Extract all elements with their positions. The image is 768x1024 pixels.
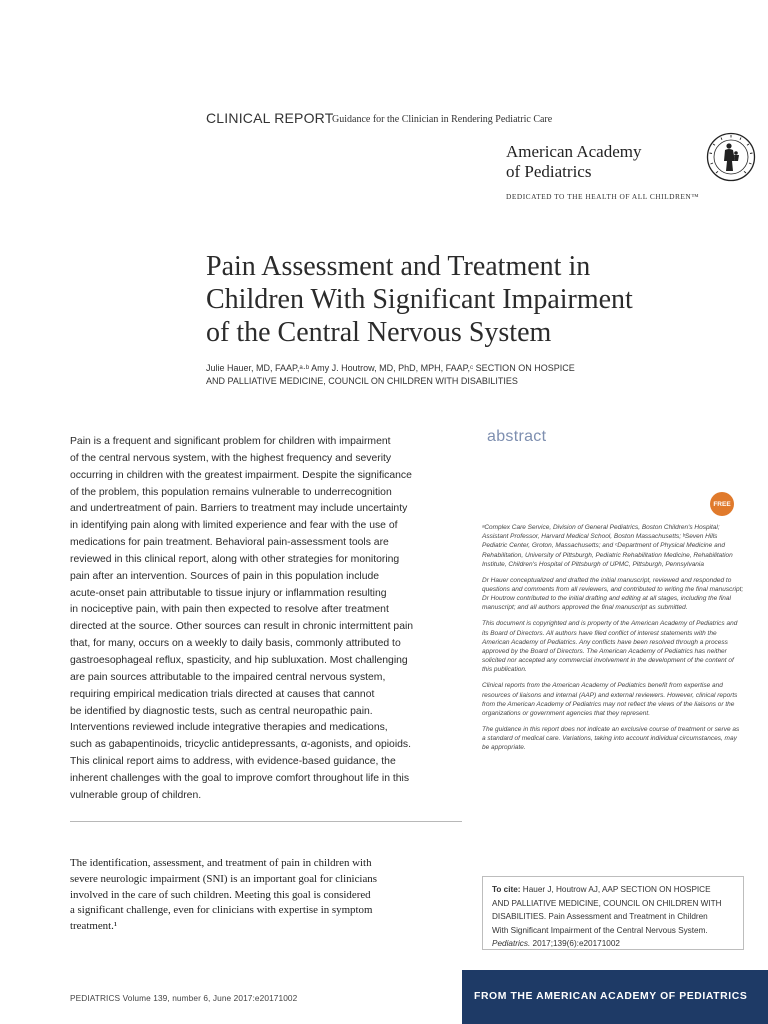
article-title [206,250,746,349]
citation-line: DISABILITIES. Pain Assessment and Treatment in Children [492,912,708,921]
authors-line: Julie Hauer, MD, FAAP,ᵃ·ᵇ Amy J. Houtrow, MD, PhD, MPH, FAAP,ᶜ SECTION ON HOSPICE [206,363,575,373]
abstract-line: inherent challenges with the goal to improve comfort throughout life in this [70,772,410,784]
abstract-line: This clinical report aims to address, with evidence-based guidance, the [70,756,396,768]
abstract-line: in identifying pain along with limited experience and fear with the use of [70,520,398,532]
abstract-heading: abstract [487,428,547,445]
free-access-badge: FREE [710,492,734,516]
reviewers-note: Clinical reports from the American Academy of Pediatrics benefit from expertise and resources of liaisons and internal (AAP) and external reviewers. However, clinical reports from the American Academy of Pediatrics may not reflect the views of the liaisons or the organizations or government agencies that they represent. [482,682,738,718]
abstract-line: reviewed in this clinical report, along with other strategies for monitoring [70,553,400,565]
report-tagline: Guidance for the Clinician in Rendering Pediatric Care [332,114,553,125]
abstract-line: vulnerable group of children. [70,789,202,801]
title-line: Children With Significant Impairment [206,284,633,315]
citation-authors: Hauer J, Houtrow AJ, AAP SECTION ON HOSPICE [522,885,711,894]
abstract-line: acute-onset pain attributable to tissue injury or inflammation resulting [70,587,387,599]
abstract-line: gastroesophageal reflux, spasticity, and hip subluxation. Most challenging [70,654,408,666]
title-line: Pain Assessment and Treatment in [206,251,591,282]
citation-text [492,883,738,951]
sidebar-notes [482,523,744,759]
abstract-line: Pain is a frequent and significant problem for children with impairment [70,436,391,447]
abstract-line: pain after an intervention. Sources of pain in this population include [70,570,380,582]
footer-journal-info: PEDIATRICS Volume 139, number 6, June 2017:e20171002 [70,993,298,1003]
abstract-line: of the central nervous system, with the highest frequency and severity [70,452,392,464]
citation-ref: 2017;139(6):e20171002 [532,939,620,948]
intro-line: treatment.¹ [70,920,118,933]
abstract-line: be identified by diagnostic tests, such as central neuropathic pain. [70,705,373,717]
abstract-line: medications for pain treatment. Behavioral pain-assessment tools are [70,537,389,549]
citation-line [492,883,738,897]
abstract-line: are pain sources attributable to the impaired central nervous system, [70,671,386,683]
abstract-line: occurring in children with the greatest impairment. Despite the significance [70,469,412,481]
citation-label: To cite: [492,885,521,894]
abstract-line: of the problem, this population remains vulnerable to underrecognition [70,486,392,498]
article-authors [206,362,586,388]
abstract-line: Interventions reviewed include integrative therapies and medications, [70,722,388,734]
abstract-line: requiring empirical medication trials directed at causes that cannot [70,688,375,700]
intro-line: a significant challenge, even for clinicians with expertise in symptom [70,904,373,917]
aap-logo-name [506,142,706,182]
contributions-note: Dr Hauer conceptualized and drafted the initial manuscript, reviewed and responded to questions and comments from all reviewers, and contributed to writing the final manuscript; Dr Houtrow contributed to the initial drafting and editing at all stages, including the final manuscript; and all authors approved the final manuscript as submitted. [482,576,744,612]
abstract-body [70,434,464,805]
report-type: CLINICAL REPORT [206,110,334,126]
citation-journal: Pediatrics. [492,939,531,948]
aap-name-line: American Academy [506,142,642,161]
authors-line: AND PALLIATIVE MEDICINE, COUNCIL ON CHILDREN WITH DISABILITIES [206,376,518,386]
intro-line: The identification, assessment, and treatment of pain in children with [70,857,372,869]
abstract-line: such as gabapentinoids, tricyclic antidepressants, α-agonists, and opioids. [70,739,412,751]
footer-banner-label: FROM THE AMERICAN ACADEMY OF PEDIATRICS [474,991,748,1002]
title-line: of the Central Nervous System [206,317,552,348]
citation-line [492,937,738,951]
abstract-line: directed at the source. Other sources can result in chronic intermittent pain [70,621,414,633]
aap-seal-icon [706,131,756,183]
abstract-divider [70,821,462,822]
affiliations-note: ᵃComplex Care Service, Division of General Pediatrics, Boston Children's Hospital; Assistant Professor, Harvard Medical School, Boston Massachusetts; ᵇSeven Hills Pediatric Center, Groton, Massachusetts; and ᶜDepartment of Physical Medicine and Rehabilitation, University of Pittsburgh, Pediatric Rehabilitation Medicine, Rehabilitation Institute, Children's Hospital of Pittsburgh of UPMC, Pittsburgh, Pennsylvania [482,524,733,568]
citation-line: With Significant Impairment of the Central Nervous System. [492,925,708,935]
guidance-note: The guidance in this report does not indicate an exclusive course of treatment or serve as a standard of medical care. Variations, taking into account individual circumstances, may be appropriate. [482,726,740,752]
aap-motto: DEDICATED TO THE HEALTH OF ALL CHILDREN™ [506,192,699,201]
intro-line: involved in the care of such children. Meeting this goal is considered [70,888,371,901]
aap-name-line: of Pediatrics [506,162,592,181]
copyright-note: This document is copyrighted and is property of the American Academy of Pediatrics and its Board of Directors. All authors have filed conflict of interest statements with the American Academy of Pediatrics. Any conflicts have been resolved through a process approved by the Board of Directors. The American Academy of Pediatrics has neither solicited nor accepted any commercial involvement in the development of the content of this publication. [482,620,738,674]
intro-line: severe neurologic impairment (SNI) is an important goal for clinicians [70,872,377,885]
abstract-line: that, for many, occurs on a weekly to daily basis, commonly attributed to [70,638,401,650]
citation-line: AND PALLIATIVE MEDICINE, COUNCIL ON CHILDREN WITH [492,898,722,908]
abstract-line: and undertreatment of pain. Barriers to treatment may include uncertainty [70,503,408,515]
abstract-line: in nociceptive pain, with pain then expected to resolve after treatment [70,604,389,616]
intro-paragraph [70,856,462,935]
